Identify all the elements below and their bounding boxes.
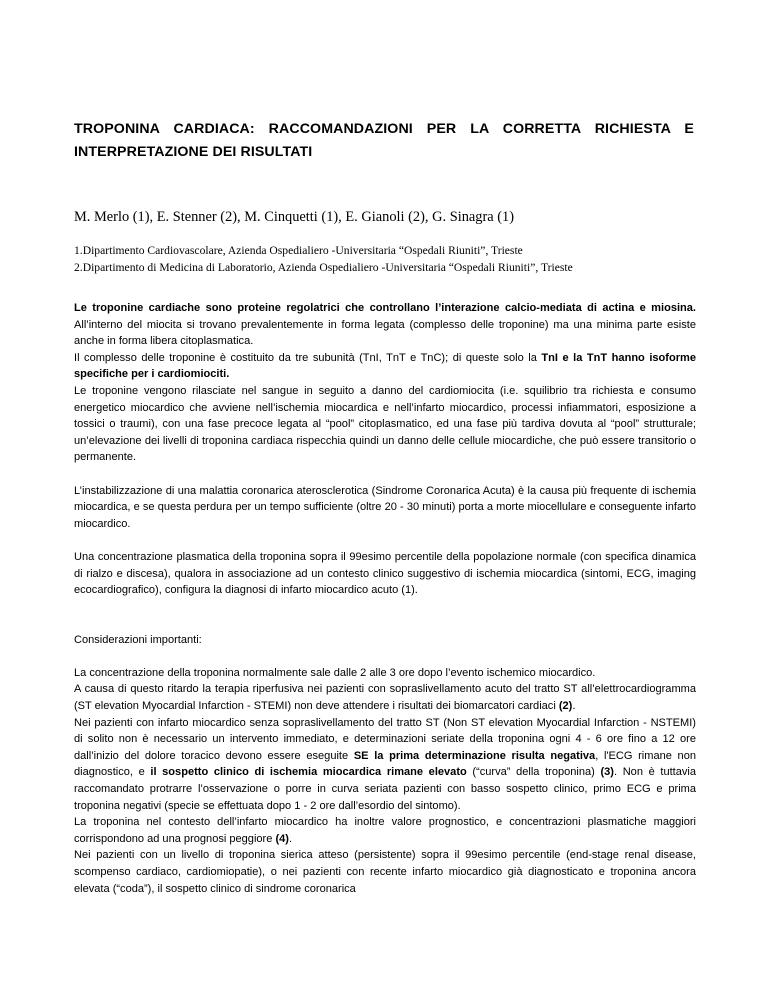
- intro-bold-1: Le troponine cardiache sono proteine regolatrici che controllano l’interazione calcio-mediata di actina e miosina.: [74, 302, 696, 314]
- affiliation-2: 2.Dipartimento di Medicina di Laboratorio, Azienda Ospedialiero -Universitaria “Ospedali Riuniti”, Trieste: [74, 260, 573, 274]
- subunits-text: Il complesso delle troponine è costituito da tre subunità (TnI, TnT e TnC); di queste solo la: [74, 351, 542, 364]
- consideration-5: Nei pazienti con un livello di troponina sierica atteso (persistente) sopra il 99esimo percentile (end-stage renal disease, scompenso cardiaco, cardiomiopatie), o nei pazienti con recente infarto miocardico già diagnosticato e troponina ancora elevata (“coda”), il sospetto clinico di sindrome coronarica: [74, 849, 696, 895]
- affiliation-1: 1.Dipartimento Cardiovascolare, Azienda Ospedialiero -Universitaria “Ospedali Riuniti”, Trieste: [74, 244, 523, 257]
- consideration-3: [74, 715, 696, 815]
- consideration-3-text: Nei pazienti con infarto miocardico senza sopraslivellamento del tratto ST (Non ST elevation Myocardial Infarction - NSTEMI) di solito non è necessario un intervento immediato, e determinazioni seriate della troponina ogni 4 - 6 ore fino a 12 ore dall’inizio del dolore toracico devono essere eseguite: [74, 716, 696, 762]
- subunits-paragraph: [74, 350, 696, 383]
- consideration-1: La concentrazione della troponina normalmente sale dalle 2 alle 3 ore dopo l’evento ischemico miocardico.: [74, 666, 596, 679]
- consideration-4-end: .: [288, 832, 293, 845]
- diagnosis-paragraph: Una concentrazione plasmatica della troponina sopra il 99esimo percentile della popolazione normale (con specifica dinamica di rialzo e discesa), qualora in associazione ad un contesto clinico suggestivo di ischemia miocardica (sintomi, ECG, imaging ecocardiografico), configura la diagnosi di infarto miocardico acuto (1).: [74, 550, 696, 597]
- release-paragraph: Le troponine vengono rilasciate nel sangue in seguito a danno del cardiomiocita (i.e. squilibrio tra richiesta e consumo energetico miocardico che avviene nell’ischemia miocardica e nell’infarto miocardico, processi infiammatori, esposizione a tossici o traumi), con una fase precoce legata al “pool” citoplasmatico, ed una fase più tardiva dovuta al “pool” strutturale; un’elevazione dei livelli di troponina cardiaca rispecchia quindi un danno delle cellule miocardiche, che può essere transitorio o permanente.: [74, 384, 696, 464]
- consideration-2-text: A causa di questo ritardo la terapia riperfusiva nei pazienti con sopraslivellamento acuto del tratto ST all’elettrocardiogramma (ST elevation Myocardial Infarction - STEMI) non deve attendere i risultati dei biomarcatori cardiaci: [74, 683, 696, 713]
- document-title: TROPONINA CARDIACA: RACCOMANDAZIONI PER LA CORRETTA RICHIESTA E INTERPRETAZIONE DEI RISULTATI: [74, 121, 694, 160]
- document-body: [74, 300, 696, 897]
- intro-paragraph: [74, 300, 696, 350]
- consideration-3-mid: , l'ECG rimane non diagnostico, e: [74, 749, 696, 779]
- reference-2: (2): [558, 700, 573, 713]
- consideration-3-end: . Non è tuttavia raccomandato protrarre l’osservazione o porre in curva seriata pazienti con basso sospetto clinico, primo ECG e prima troponina negativi (specie se effettuata dopo 1 - 2 ore dall’esordio del sintomo).: [74, 766, 696, 812]
- consideration-4: [74, 814, 696, 847]
- reference-3: (3): [600, 766, 614, 779]
- considerations-heading: Considerazioni importanti:: [74, 633, 202, 646]
- instability-paragraph: L’instabilizzazione di una malattia coronarica aterosclerotica (Sindrome Coronarica Acuta) è la causa più frequente di ischemia miocardica, e se questa perdura per un tempo sufficiente (oltre 20 - 30 minuti) porta a morte miocellulare e conseguente infarto miocardico.: [74, 484, 696, 530]
- consideration-3-bold-1: SE la prima determinazione risulta negativa: [353, 749, 596, 762]
- intro-text-1: All’interno del miocita si trovano prevalentemente in forma legata (complesso delle troponine) ma una minima parte esiste anche in forma libera citoplasmatica.: [74, 318, 696, 348]
- consideration-2-end: .: [572, 700, 576, 713]
- authors-line: M. Merlo (1), E. Stenner (2), M. Cinquetti (1), E. Gianoli (2), G. Sinagra (1): [74, 209, 515, 225]
- consideration-2: [74, 681, 696, 714]
- consideration-3-mid-2: (“curva” della troponina): [466, 766, 601, 779]
- consideration-3-bold-2: il sospetto clinico di ischemia miocardica rimane elevato: [150, 766, 467, 779]
- subunits-bold: TnI e la TnT hanno isoforme specifiche per i cardiomiociti.: [74, 351, 696, 381]
- consideration-4-text: La troponina nel contesto dell’infarto miocardico ha inoltre valore prognostico, e concentrazioni plasmatiche maggiori corrispondono ad una prognosi peggiore: [74, 816, 696, 845]
- reference-4: (4): [275, 832, 289, 845]
- affiliations: [74, 243, 724, 276]
